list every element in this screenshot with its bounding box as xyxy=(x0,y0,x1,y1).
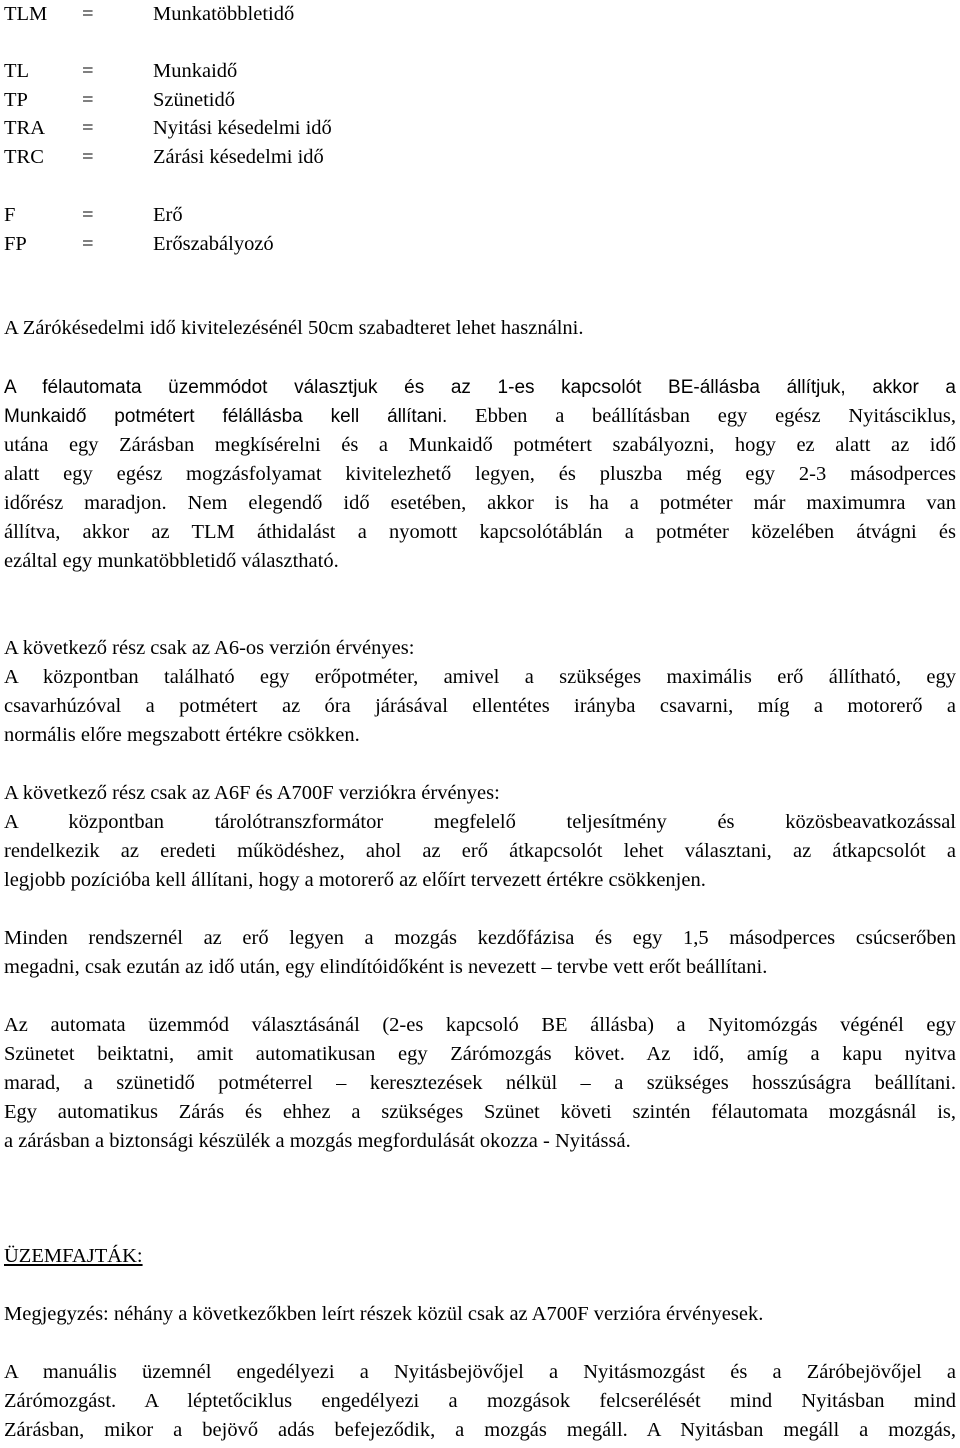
paragraph-semi-automatic xyxy=(4,373,956,576)
text-line: A Zárókésedelmi idő kivitelezésénél 50cm szabadteret lehet használni. xyxy=(4,317,584,339)
paragraph-a6f-a700f-version xyxy=(4,779,956,895)
text-segment: Ebben a beállításban egy egész Nyitásciklus, xyxy=(447,405,956,427)
text-line: Az automata üzemmód választásánál (2-es kapcsoló BE állásba) a Nyitomózgás végénél egy xyxy=(4,1014,956,1036)
equals-sign: = xyxy=(82,89,94,111)
abbreviation-meaning: Szünetidő xyxy=(153,89,235,111)
text-line: A félautomata üzemmódot választjuk és az 1-es kapcsolót BE-állásba állítjuk, akkor a xyxy=(4,377,956,398)
abbreviation-meaning: Erőszabályozó xyxy=(153,233,274,255)
text-line: Zárómozgást. A léptetőciklus engedélyezi a mozgások felcserélését mind Nyitásban mind xyxy=(4,1390,956,1412)
abbreviation-meaning: Munkatöbbletidő xyxy=(153,3,295,25)
text-line: normális előre megszabott értékre csökken. xyxy=(4,724,360,746)
section-heading xyxy=(4,1242,956,1271)
text-line: A manuális üzemnél engedélyezi a Nyitásbejövőjel a Nyitásmozgást és a Záróbejövőjel a xyxy=(4,1361,956,1383)
text-line: Megjegyzés: néhány a következőkben leírt részek közül csak az A700F verzióra érvényesek. xyxy=(4,1303,764,1325)
text-line: ezáltal egy munkatöbbletidő választható. xyxy=(4,550,339,572)
text-segment: időrész maradjon. xyxy=(4,492,167,514)
paragraph-automatic-mode xyxy=(4,1011,956,1156)
abbreviation-meaning: Erő xyxy=(153,204,183,226)
equals-sign: = xyxy=(82,3,94,25)
abbreviation-meaning: Nyitási késedelmi idő xyxy=(153,117,332,139)
abbreviation-code: F xyxy=(4,204,16,226)
abbreviation-meaning: Zárási késedelmi idő xyxy=(153,146,324,168)
equals-sign: = xyxy=(82,60,94,82)
text-line: rendelkezik az eredeti működéshez, ahol az erő átkapcsolót lehet választani, az átkapcsolót a xyxy=(4,840,956,862)
paragraph-free-space xyxy=(4,314,956,343)
text-line: marad, a szünetidő potméterrel – keresztezések nélkül – a szükséges hosszúságra beállítani. xyxy=(4,1072,956,1094)
abbreviation-code: TRC xyxy=(4,146,44,168)
equals-sign: = xyxy=(82,204,94,226)
text-line: a zárásban a biztonsági készülék a mozgás megfordulását okozza - Nyitássá. xyxy=(4,1130,631,1152)
abbreviation-code: TLM xyxy=(4,3,48,25)
text-line xyxy=(4,402,956,431)
text-segment: Munkaidő potmétert félállásba kell állítani. xyxy=(4,406,448,427)
text-line: Egy automatikus Zárás és ehhez a szükséges Szünet követi szintén félautomata mozgásnál is, xyxy=(4,1101,956,1123)
text-line: A következő rész csak az A6F és A700F verziókra érvényes: xyxy=(4,782,500,804)
text-line xyxy=(4,489,956,518)
abbreviation-code: TP xyxy=(4,89,28,111)
text-line: alatt egy egész mogzásfolyamat kivitelezhető legyen, és pluszba még egy 2-3 másodperces xyxy=(4,463,956,485)
equals-sign: = xyxy=(82,233,94,255)
heading-text: ÜZEMFAJTÁK: xyxy=(4,1245,143,1267)
equals-sign: = xyxy=(82,146,94,168)
text-line: Szünetet beiktatni, amit automatikusan egy Zárómozgás követ. Az idő, amíg a kapu nyitva xyxy=(4,1043,956,1065)
text-line: legjobb pozícióba kell állítani, hogy a motorerő az előírt tervezett értékre csökkenjen. xyxy=(4,869,706,891)
text-line: A következő rész csak az A6-os verzión érvényes: xyxy=(4,637,415,659)
text-line: Zárásban, mikor a bejövő adás befejeződik, a mozgás megáll. A Nyitásban megáll a mozgás, xyxy=(4,1419,956,1441)
abbreviation-meaning: Munkaidő xyxy=(153,60,238,82)
text-line: állítva, akkor az TLM áthidalást a nyomott kapcsolótáblán a potméter közelében átvágni és xyxy=(4,521,956,543)
abbreviation-code: TRA xyxy=(4,117,45,139)
paragraph-a6-version xyxy=(4,634,956,750)
abbreviation-code: TL xyxy=(4,60,30,82)
text-line: megadni, csak ezután az idő után, egy elindítóidőként is nevezett – tervbe vett erőt beállítani. xyxy=(4,956,768,978)
paragraph-manual-mode xyxy=(4,1358,956,1445)
text-line: utána egy Zárásban megkísérelni és a Munkaidő potmétert szabályozni, hogy ez alatt az idő xyxy=(4,434,956,456)
text-line: A központban található egy erőpotméter, amivel a szükséges maximális erő állítható, egy xyxy=(4,666,956,688)
equals-sign: = xyxy=(82,117,94,139)
text-line: A központban tárolótranszformátor megfelelő teljesítmény és közösbeavatkozással xyxy=(4,811,956,833)
paragraph-force-setting xyxy=(4,924,956,982)
paragraph-note xyxy=(4,1300,956,1329)
text-line: Minden rendszernél az erő legyen a mozgás kezdőfázisa és egy 1,5 másodperces csúcserőben xyxy=(4,927,956,949)
text-segment: Nem elegendő idő esetében, akkor is ha a potméter már maximumra van xyxy=(166,492,956,514)
abbreviation-code: FP xyxy=(4,233,27,255)
text-line: csavarhúzóval a potmétert az óra járásával ellentétes irányba csavarni, míg a motorerő a xyxy=(4,695,956,717)
